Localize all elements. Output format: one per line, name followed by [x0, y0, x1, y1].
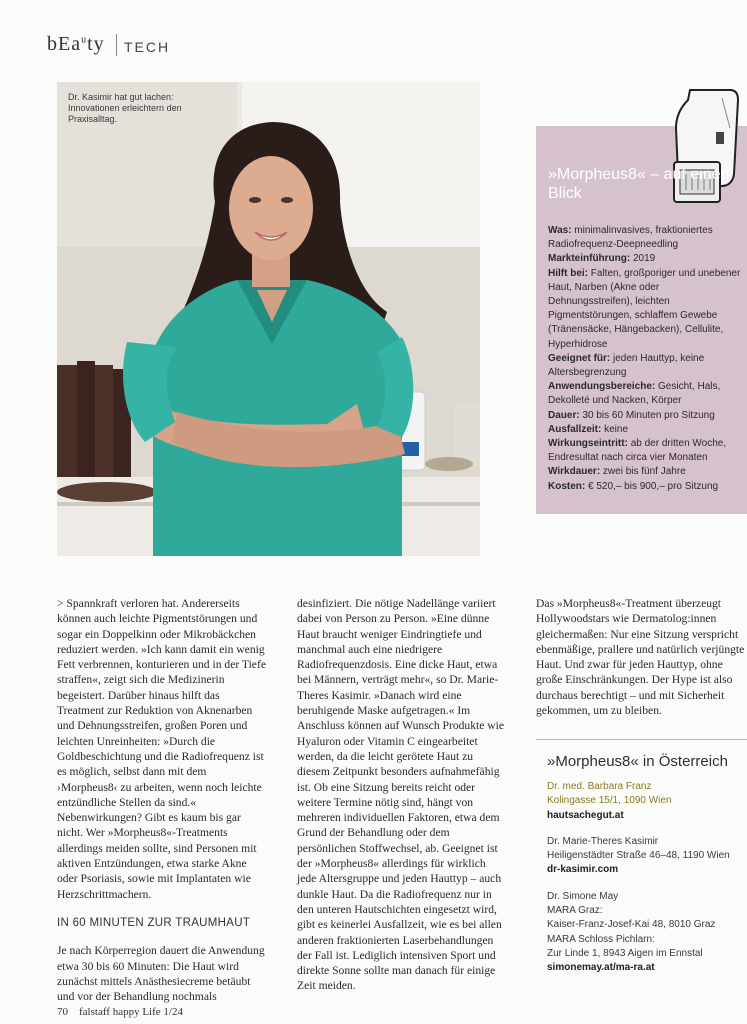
clinic-website-link[interactable]: dr-kasimir.com — [547, 864, 619, 876]
clinic-list — [547, 780, 747, 976]
clinic-doctor: Dr. Marie-Theres Kasimir — [547, 835, 659, 847]
info-row: Kosten: € 520,– bis 900,– pro Sitzung — [548, 480, 719, 492]
clinic-address: Kaiser-Franz-Josef-Kai 48, 8010 Graz — [547, 919, 716, 931]
magazine-logo: bEa$^u$ty — [47, 33, 105, 55]
clinic-address: Kolingasse 15/1, 1090 Wien — [547, 795, 672, 807]
page-footer — [57, 1006, 183, 1018]
logo-divider — [116, 34, 117, 56]
info-row: Dauer: 30 bis 60 Minuten pro Sitzung — [548, 409, 715, 421]
magazine-name: falstaff — [79, 1006, 110, 1018]
clinic-website-link[interactable]: simonemay.at/ma-ra.at — [547, 962, 655, 974]
article-paragraph: Je nach Körperregion dauert die Anwendung etwa 30 bis 60 Minuten: Die Haut wird zunächst mittels Anästhesiecreme betäubt und vor der Behandlung nochmals — [57, 944, 265, 1004]
section-label: TECH — [124, 39, 171, 55]
article-paragraph: desinfiziert. Die nötige Nadellänge variiert dabei von Person zu Person. »Eine dünne Haut braucht weniger Eindringtiefe und manchmal auch eine niedrigere Radiofrequenzdosis. Eine dicke Haut, etwa bei Männern, verträgt mehr«, so Dr. Marie-Theres Kasimir. »Danach wird eine beruhigende Maske aufgetragen.« Im Anschluss können auf Wunsch Produkte wie Hyaluron oder Vitamin C eingearbeitet werden, da die leicht gerötete Haut zu diesem Zeitpunkt besonders aufnahmefähig ist. Ob eine Sitzung bereits reicht oder weitere Termine nötig sind, hängt von mehreren individuellen Faktoren, etwa dem Grund der Behandlung oder dem persönlichen Stoffwechsel, ab. Geeignet ist der »Morpheus8« allerdings für wirklich jede Altersgruppe und jeden Hauttyp – auch dunkle Haut. Da die Radiofrequenz nur in den unteren Hautschichten eingesetzt wird, gibt es keinerlei Ausfallzeit, wie es bei allen anderen fraktionierten Laserbehandlungen der Fall ist. Lediglich intensiven Sport und direkte Sonne sollte man danach für einige Zeit meiden. — [297, 597, 505, 993]
clinic-location: MARA Graz: — [547, 905, 603, 917]
article-subheading: IN 60 MINUTEN ZUR TRAUMHAUT — [57, 916, 251, 929]
photo-caption: Dr. Kasimir hat gut lachen: Innovationen erleichtern den Praxisalltag. — [68, 92, 182, 124]
info-row: Wirkungseintritt: ab der dritten Woche, Endresultat nach circa vier Monaten — [548, 438, 727, 464]
info-row: Anwendungsbereiche: Gesicht, Hals, Dekolleté und Nacken, Körper — [548, 381, 721, 407]
doctor-photo — [57, 82, 480, 556]
article-column-2 — [297, 596, 507, 994]
info-row: Ausfallzeit: keine — [548, 423, 629, 435]
clinic-address: Heiligenstädter Straße 46–48, 1190 Wien — [547, 850, 730, 862]
issue-label: happy Life 1/24 — [112, 1006, 183, 1018]
info-box-body — [548, 224, 744, 494]
clinic-doctor: Dr. Simone May — [547, 890, 619, 902]
article-paragraph: > Spannkraft verloren hat. Andererseits können auch leichte Pigmentstörungen und sogar ein Doppelkinn oder Mikrobäckchen reduziert werden. »Ich kann damit ein wenig Fett verbrennen, konturieren und in der Tiefe straffen«, zeigt sich die Medizinerin begeistert. Darüber hinaus hilft das Treatment zur Reduktion von Aknenarben und Dehnungsstreifen, großen Poren und leichten Unreinheiten: »Durch die Goldbeschichtung und die Radiofrequenz ist es möglich, selbst dann mit dem ›Morpheus8‹ zu arbeiten, wenn noch leichte entzündliche Stellen da sind.« Nebenwirkungen? Gibt es kaum bis gar nicht. Wer »Morpheus8«-Treatments allerdings meiden sollte, sind Personen mit aktiven Entzündungen, etwa starke Akne oder Psoriasis, sowie mit Implantaten wie Herzschrittmachern. — [57, 597, 266, 901]
info-row: Wirkdauer: zwei bis fünf Jahre — [548, 466, 686, 478]
clinic-doctor: Dr. med. Barbara Franz — [547, 781, 652, 792]
info-row: Hilft bei: Falten, großporiger und unebener Haut, Narben (Akne oder Dehnungsstreifen), leichten Pigmentstörungen, schlaffem Gewebe (Tränensäcke, Hängebacken), Cellulite, Hyperhidrose — [548, 267, 741, 350]
section-divider — [536, 739, 747, 740]
article-column-1 — [57, 596, 269, 1004]
info-row: Geeignet für: jeden Hauttyp, keine Altersbegrenzung — [548, 352, 705, 379]
clinic-location: MARA Schloss Pichlarn: — [547, 933, 655, 945]
clinic-website-link[interactable]: hautsachegut.at — [547, 809, 624, 821]
page-number: 70 — [57, 1006, 68, 1018]
info-row: Markteinführung: 2019 — [548, 253, 656, 265]
austria-title: »Morpheus8« in Österreich — [547, 753, 728, 770]
info-box-title: »Morpheus8« – auf einen Blick — [548, 166, 730, 202]
article-column-3 — [536, 596, 747, 718]
article-paragraph: Das »Morpheus8«-Treatment überzeugt Hollywoodstars wie Dermatolog:innen gleichermaßen: Nur eine Sitzung verspricht ebenmäßige, prallere und natürlich verjüngte Haut. Und zwar für jeden Hauttyp, ohne große Einschränkungen. Der Hype ist also durchaus berechtigt – und mit Sicherheit gekommen, um zu bleiben. — [536, 597, 745, 718]
clinic-address: Zur Linde 1, 8943 Aigen im Ennstal — [547, 947, 703, 959]
info-row: Was: minimalinvasives, fraktioniertes Radiofrequenz-Deepneedling — [548, 225, 713, 251]
